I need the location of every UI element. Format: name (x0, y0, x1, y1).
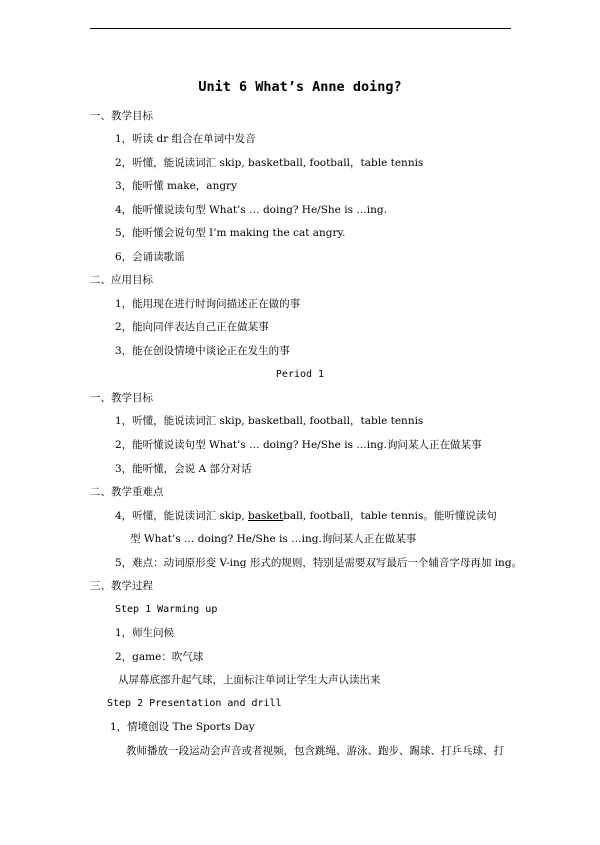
list-item: 4，能听懂说读句型 What’s … doing? He/She is …ing. (115, 204, 387, 216)
header-rule (90, 28, 511, 29)
section-heading: 一、教学目标 (90, 392, 153, 404)
list-item-continuation: 型 What’s … doing? He/She is …ing.询问某人正在做某事 (130, 533, 417, 545)
list-item: 6，会诵读歌谣 (115, 251, 185, 263)
paragraph: 从屏幕底部升起气球，上面标注单词让学生大声认读出来 (118, 674, 381, 686)
step-heading: Step 2 Presentation and drill (107, 698, 282, 709)
list-item: 1，能用现在进行时询问描述正在做的事 (115, 298, 301, 310)
section-heading: 一、教学目标 (90, 110, 153, 122)
section-heading: 二、教学重难点 (90, 486, 164, 498)
list-item: 1，师生问候 (115, 627, 175, 639)
section-heading: 三、教学过程 (90, 580, 153, 592)
list-item: 5，难点：动词原形变 V-ing 形式的规则，特别是需要双写最后一个辅音字母再加 ing。 (115, 557, 523, 569)
underlined-text: basket (248, 510, 284, 522)
paragraph: 教师播放一段运动会声音或者视频，包含跳绳、游泳、跑步、踢球、打乒乓球、打 (126, 745, 504, 757)
list-item: 1，情境创设 The Sports Day (110, 721, 255, 733)
list-item: 2，能听懂说读句型 What’s … doing? He/She is …ing.询问某人正在做某事 (115, 439, 482, 451)
list-item: 2，game：吹气球 (115, 651, 204, 663)
period-label: Period 1 (275, 369, 325, 380)
list-item (115, 509, 497, 523)
list-item: 1，听懂，能说读词汇 skip, basketball, football，table tennis (115, 415, 424, 427)
step-heading: Step 1 Warming up (115, 604, 218, 615)
item-text: 4，听懂，能说读词汇 skip, (115, 510, 249, 522)
list-item: 3，能听懂 make，angry (115, 180, 238, 192)
list-item: 5，能听懂会说句型 I’m making the cat angry. (115, 227, 346, 239)
list-item: 1，听读 dr 组合在单词中发音 (115, 133, 256, 145)
list-item: 3，能听懂，会说 A 部分对话 (115, 463, 252, 475)
list-item: 2，能向同伴表达自己正在做某事 (115, 321, 269, 333)
section-heading: 二、应用目标 (90, 274, 153, 286)
list-item: 3，能在创设情境中谈论正在发生的事 (115, 345, 290, 357)
item-text: ball, football，table tennis。能听懂说读句 (283, 510, 497, 522)
list-item: 2，听懂，能说读词汇 skip, basketball, football，table tennis (115, 157, 424, 169)
document-title: Unit 6 What’s Anne doing? (198, 79, 402, 95)
